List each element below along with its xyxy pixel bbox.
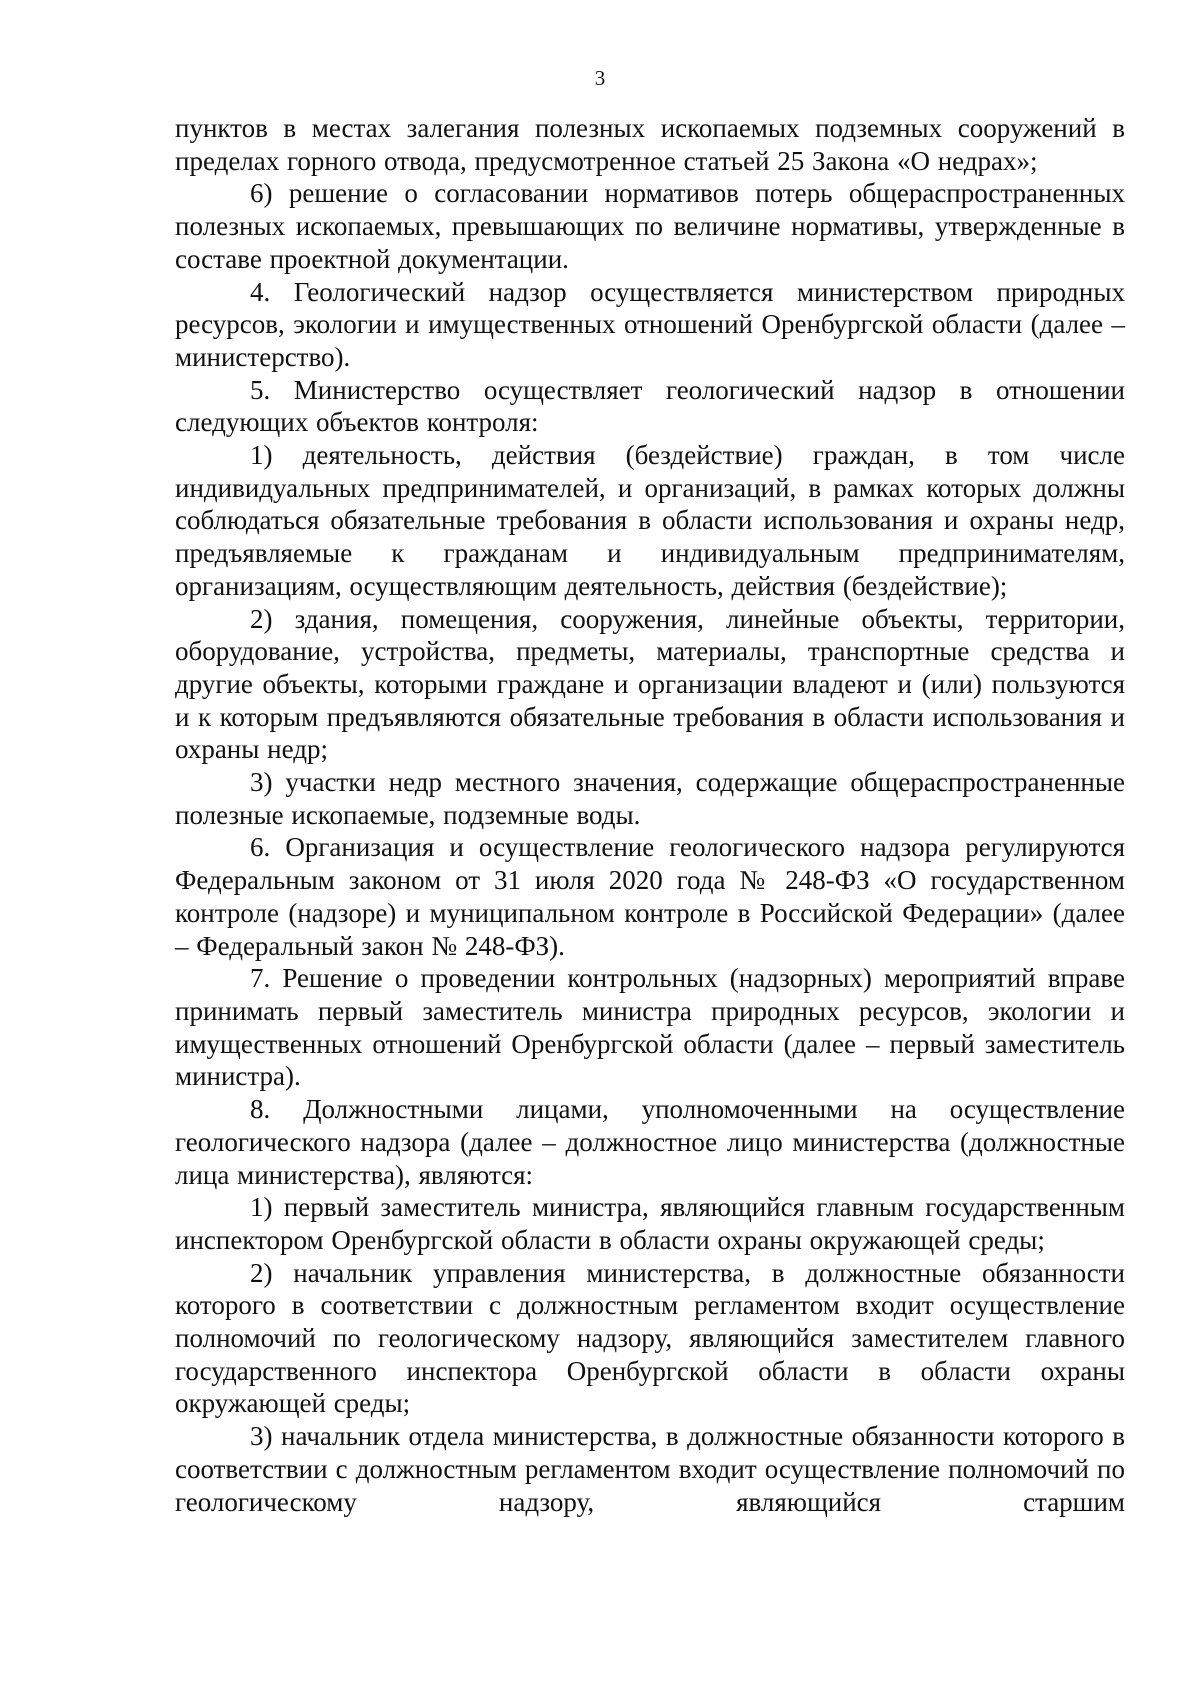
document-body <box>175 112 1125 1518</box>
paragraph-section-8-item-2: 2) начальник управления министерства, в должностные обязанности которого в соответствии с должностным регламентом входит осуществление полномочий по геологическому надзору, являющийся заместителем главного государственного инспектора Оренбургской области в области охраны окружающей среды; <box>175 1257 1125 1419</box>
paragraph-section-5-item-1: 1) деятельность, действия (бездействие) граждан, в том числе индивидуальных предпринимателей, и организаций, в рамках которых должны соблюдаться обязательные требования в области использования и охраны недр, предъявляемые к гражданам и индивидуальным предпринимателям, организациям, осуществляющим деятельность, действия (бездействие); <box>175 440 1125 601</box>
paragraph-section-5-item-2: 2) здания, помещения, сооружения, линейные объекты, территории, оборудование, устройства, предметы, материалы, транспортные средства и другие объекты, которыми граждане и организации владеют и (или) пользуются и к которым предъявляются обязательные требования в области использования и охраны недр; <box>175 603 1125 765</box>
paragraph-section-8-item-3: 3) начальник отдела министерства, в должностные обязанности которого в соответствии с должностным регламентом входит осуществление полномочий по геологическому надзору, являющийся старшим <box>175 1421 1125 1517</box>
paragraph-section-8: 8. Должностными лицами, уполномоченными на осуществление геологического надзора (далее – должностное лицо министерства (должностные лица министерства), являются: <box>175 1094 1125 1190</box>
paragraph-section-4: 4. Геологический надзор осуществляется министерством природных ресурсов, экологии и имущественных отношений Оренбургской области (далее – министерство). <box>175 276 1125 372</box>
paragraph-section-5: 5. Министерство осуществляет геологический надзор в отношении следующих объектов контроля: <box>175 374 1125 438</box>
page-number: 3 <box>594 66 606 90</box>
paragraph-section-5-item-3: 3) участки недр местного значения, содержащие общераспространенные полезные ископаемые, подземные воды. <box>175 767 1125 830</box>
paragraph-continuation: пунктов в местах залегания полезных ископаемых подземных сооружений в пределах горного отвода, предусмотренное статьей 25 Закона «О недрах»; <box>175 113 1125 176</box>
paragraph-section-8-item-1: 1) первый заместитель министра, являющийся главным государственным инспектором Оренбургской области в области охраны окружающей среды; <box>175 1192 1125 1255</box>
paragraph-section-7: 7. Решение о проведении контрольных (надзорных) мероприятий вправе принимать первый заместитель министра природных ресурсов, экологии и имущественных отношений Оренбургской области (далее – первый заместитель министра). <box>175 963 1125 1092</box>
paragraph-section-6: 6. Организация и осуществление геологического надзора регулируются Федеральным законом от 31 июля 2020 года № 248-ФЗ «О государственном контроле (надзоре) и муниципальном контроле в Российской Федерации» (далее – Федеральный закон № 248-ФЗ). <box>175 832 1125 961</box>
paragraph-item-6: 6) решение о согласовании нормативов потерь общераспространенных полезных ископаемых, превышающих по величине нормативы, утвержденные в составе проектной документации. <box>175 178 1125 274</box>
